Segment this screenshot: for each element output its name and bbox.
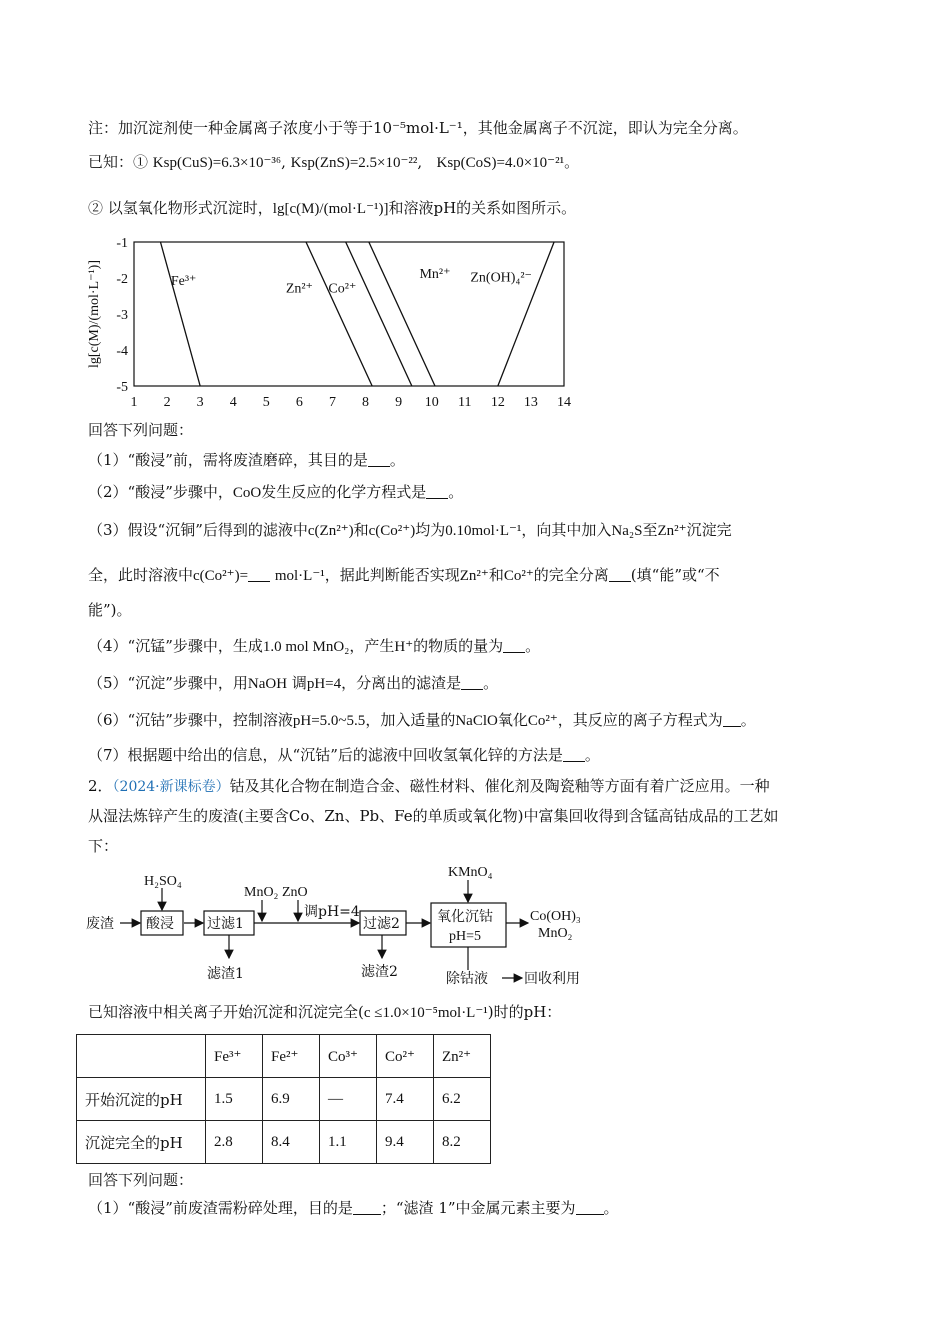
q3b-mid: ，据此判断能否实现	[324, 566, 460, 584]
table-header-cell: Co²⁺	[377, 1035, 434, 1078]
ksp-cus: Ksp(CuS)=6.3×10⁻³⁶	[152, 155, 282, 171]
q4-pre: （4）“沉锰”步骤中，生成	[88, 637, 263, 655]
label-removal: 除钴液	[446, 971, 488, 987]
ksp-cos: Ksp(CoS)=4.0×10⁻²¹	[436, 155, 565, 171]
y-axis-label: lg[c(M)/(mol·L⁻¹)]	[87, 260, 102, 368]
q2-pre: （2）“酸浸”步骤中，	[88, 483, 233, 501]
label-filter1: 过滤1	[207, 916, 244, 932]
q3b-end: (填“能”或“不	[630, 566, 720, 584]
q2-blank[interactable]	[426, 484, 448, 499]
x-tick-label: 5	[262, 395, 270, 408]
p2-q1-end: 。	[603, 1199, 619, 1217]
ph-chart	[82, 228, 582, 408]
q3a-na2s: Na₂S	[611, 523, 643, 539]
q3a-c1: c(Zn²⁺)	[307, 523, 354, 539]
ion-ph-table	[76, 1034, 491, 1164]
q6-naclo: NaClO	[455, 713, 498, 729]
x-tick-label: 1	[130, 395, 138, 408]
q3a-zn: Zn²⁺	[657, 523, 687, 539]
item2-post: 和溶液pH的关系如图所示。	[388, 199, 577, 217]
chart-frame	[134, 242, 564, 386]
table-cell: 开始沉淀的pH	[77, 1078, 206, 1121]
series-label: Zn(OH)₄²⁻	[470, 270, 532, 286]
table-row	[77, 1121, 491, 1164]
x-tick-label: 11	[458, 395, 472, 408]
q3a-conc: 0.10mol·L⁻¹	[445, 523, 522, 539]
x-tick-label: 12	[490, 395, 505, 408]
label-adjust-ph: 调pH=4	[304, 904, 360, 920]
q6-end: 。	[740, 711, 756, 729]
q3a-end: 沉淀完	[686, 521, 732, 539]
table-cell: 6.9	[263, 1078, 320, 1121]
p1-q3b	[88, 565, 720, 586]
label-recycle: 回收利用	[524, 971, 580, 987]
q4-end: 。	[525, 637, 541, 655]
known-post: )时的pH：	[487, 1003, 562, 1021]
label-waste: 废渣	[86, 916, 114, 932]
q4-mid: ，产生	[349, 637, 395, 655]
q2-formula: CoO	[232, 485, 262, 501]
q5-naoh: NaOH	[247, 676, 288, 692]
q3b-c: c(Co²⁺)=	[193, 568, 249, 584]
q4-blank[interactable]	[503, 638, 525, 653]
table-header-cell: Zn²⁺	[434, 1035, 491, 1078]
label-product-1: Co(OH)₃	[530, 909, 581, 924]
x-tick-label: 3	[196, 395, 204, 408]
p2-intro-line1	[88, 776, 770, 797]
q3b-and: 和	[488, 566, 504, 584]
q7-text: （7）根据题中给出的信息，从“沉钴”后的滤液中回收氢氧化锌的方法是	[88, 746, 563, 764]
label-acid: 酸浸	[146, 916, 174, 932]
table-cell: 1.1	[320, 1121, 377, 1164]
q6-blank[interactable]	[723, 712, 741, 727]
q4-post: 的物质的量为	[413, 637, 504, 655]
q3b-blank2[interactable]	[609, 567, 631, 582]
q3b-co: Co²⁺	[503, 568, 534, 584]
series-label: Fe³⁺	[170, 274, 197, 290]
series-label: Co²⁺	[328, 281, 357, 297]
p1-q2	[88, 482, 463, 503]
ksp-zns: Ksp(ZnS)=2.5×10⁻²²	[290, 155, 418, 171]
p1-q1	[88, 450, 405, 470]
q3b-mid2: 的完全分离	[533, 566, 609, 584]
p1-q6	[88, 710, 756, 731]
label-oxidation: 氧化沉钴	[437, 909, 493, 925]
ksp-end: 。	[564, 153, 580, 171]
q6-mid2: 氧化	[497, 711, 528, 729]
x-tick-label: 7	[328, 395, 336, 408]
table-header-cell: Fe²⁺	[263, 1035, 320, 1078]
q3b-pre: 全，此时溶液中	[88, 566, 194, 584]
q5-end: 。	[483, 674, 499, 692]
p2-q1-mid: ；“滤渣 1”中金属元素主要为	[380, 1199, 576, 1217]
q3b-zn: Zn²⁺	[459, 568, 489, 584]
q2-end: 。	[448, 483, 464, 501]
q3b-unit: mol·L⁻¹	[274, 568, 325, 584]
q3a-mid: 均为	[415, 521, 446, 539]
known-condition: c ≤1.0×10⁻⁵mol·L⁻¹	[363, 1005, 488, 1021]
y-tick-label: -3	[116, 308, 128, 323]
known-pre: 已知溶液中相关离子开始沉淀和沉淀完全(	[88, 1003, 364, 1021]
x-tick-label: 4	[229, 395, 237, 408]
label-kmno4: KMnO₄	[448, 865, 493, 880]
table-header-cell: Fe³⁺	[206, 1035, 263, 1078]
q7-blank[interactable]	[563, 747, 585, 762]
table-header-cell: Co³⁺	[320, 1035, 377, 1078]
q6-post: ，其反应的离子方程式为	[557, 711, 723, 729]
p2-intro-line3: 下：	[88, 837, 119, 855]
known-line	[88, 1002, 561, 1023]
q4-formula: 1.0 mol MnO₂	[262, 639, 350, 655]
q3a-and: 和	[353, 521, 369, 539]
table-cell: 1.5	[206, 1078, 263, 1121]
x-tick-label: 8	[362, 395, 370, 408]
note-line: 注：加沉淀剂使一种金属离子浓度小于等于10⁻⁵mol·L⁻¹，其他金属离子不沉淀，即认为完全分离。	[88, 119, 748, 137]
q1-end: 。	[389, 451, 405, 469]
q6-co: Co²⁺	[527, 713, 558, 729]
q6-pre: （6）“沉钴”步骤中，控制溶液	[88, 711, 293, 729]
p2-q1-pre: （1）“酸浸”前废渣需粉碎处理，目的是	[88, 1199, 353, 1217]
ksp-line: 已知：① Ksp(CuS)=6.3×10⁻³⁶, Ksp(ZnS)=2.5×10⁻²², Ksp(CoS)=4.0×10⁻²¹。	[88, 153, 580, 171]
y-tick-label: -4	[116, 344, 128, 359]
label-residue2: 滤渣2	[361, 964, 398, 980]
table-cell: 8.2	[434, 1121, 491, 1164]
label-mno2-zno: MnO₂ ZnO	[244, 885, 308, 900]
q3b-blank1[interactable]	[248, 567, 270, 582]
intro-text-1: 钴及其化合物在制造合金、磁性材料、催化剂及陶瓷釉等方面有着广泛应用。一种	[229, 777, 770, 795]
q1-text: （1）“酸浸”前，需将废渣磨碎，其目的是	[88, 451, 368, 469]
table-header-row	[77, 1035, 491, 1078]
q3a-add: ，向其中加入	[521, 521, 612, 539]
q1-blank[interactable]	[368, 452, 390, 467]
label-h2so4: H₂SO₄	[144, 874, 182, 889]
table-cell: 9.4	[377, 1121, 434, 1164]
series-label: Zn²⁺	[285, 281, 313, 297]
q3a-c2: c(Co²⁺)	[368, 523, 416, 539]
table-cell: 沉淀完全的pH	[77, 1121, 206, 1164]
x-tick-label: 14	[557, 395, 571, 408]
item2-pre: ② 以氢氧化物形式沉淀时，	[88, 199, 273, 217]
q5-blank[interactable]	[461, 675, 483, 690]
ksp-lead: 已知：①	[88, 153, 149, 171]
answer-intro-2: 回答下列问题：	[88, 1171, 194, 1189]
q7-end: 。	[584, 746, 600, 764]
x-tick-label: 6	[295, 395, 303, 408]
q6-ph: pH=5.0~5.5	[292, 713, 366, 729]
series-label: Mn²⁺	[419, 267, 451, 282]
table-cell: 8.4	[263, 1121, 320, 1164]
label-filter2: 过滤2	[363, 916, 400, 932]
series-line	[306, 242, 372, 386]
table-header-cell	[77, 1035, 206, 1078]
q5-mid: 调	[291, 674, 307, 692]
y-tick-label: -1	[116, 236, 128, 251]
p1-q7	[88, 745, 600, 765]
q6-mid: ，加入适量的	[365, 711, 456, 729]
y-tick-label: -2	[116, 272, 128, 287]
label-oxidation-ph: pH=5	[449, 929, 482, 944]
problem-number: 2．	[88, 777, 113, 795]
label-residue1: 滤渣1	[207, 966, 244, 982]
x-tick-label: 13	[523, 395, 538, 408]
series-line	[160, 242, 200, 386]
p2-q1-blank1[interactable]	[353, 1200, 381, 1215]
label-product-2: MnO₂	[538, 926, 573, 941]
q4-h: H⁺	[394, 639, 414, 655]
table-cell: 7.4	[377, 1078, 434, 1121]
item2-formula: lg[c(M)/(mol·L⁻¹)]	[272, 201, 389, 217]
p2-q1	[88, 1198, 619, 1218]
table-cell: 6.2	[434, 1078, 491, 1121]
p1-q5	[88, 673, 498, 694]
p1-q3c: 能”)。	[88, 601, 132, 619]
x-tick-label: 10	[424, 395, 439, 408]
q3a-pre: （3）假设“沉铜”后得到的滤液中	[88, 521, 308, 539]
problem-source[interactable]: （2024·新课标卷）	[112, 779, 230, 795]
q5-post: ，分离出的滤渣是	[341, 674, 462, 692]
q5-pre: （5）“沉淀”步骤中，用	[88, 674, 248, 692]
answer-intro-1: 回答下列问题：	[88, 421, 194, 439]
table-cell: —	[320, 1078, 377, 1121]
process-flow-diagram	[84, 860, 624, 992]
table-cell: 2.8	[206, 1121, 263, 1164]
p2-q1-blank2[interactable]	[576, 1200, 604, 1215]
series-line	[498, 242, 554, 386]
q2-post: 发生反应的化学方程式是	[261, 483, 427, 501]
p1-q3a	[88, 520, 732, 541]
x-tick-label: 2	[163, 395, 171, 408]
p2-intro-line2: 从湿法炼锌产生的废渣(主要含Co、Zn、Pb、Fe的单质或氧化物)中富集回收得到含锰高钴成品的工艺如	[88, 807, 779, 825]
x-tick-label: 9	[395, 395, 403, 408]
table-row	[77, 1078, 491, 1121]
q3a-to: 至	[642, 521, 658, 539]
q5-ph: pH=4	[306, 676, 342, 692]
y-tick-label: -5	[116, 380, 128, 395]
item2-line	[88, 198, 576, 219]
p1-q4	[88, 636, 540, 657]
